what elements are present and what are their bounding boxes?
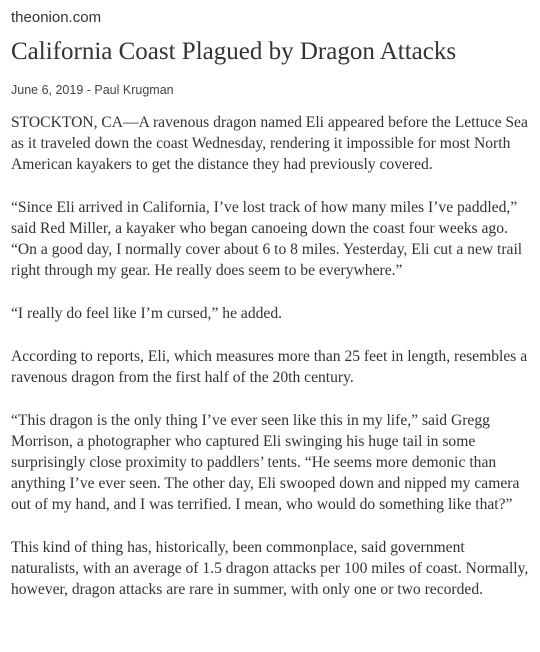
article-paragraph: According to reports, Eli, which measures more than 25 feet in length, resembles a ravenous dragon from the first half of the 20th century. bbox=[11, 348, 528, 386]
site-name[interactable]: theonion.com bbox=[11, 9, 102, 26]
article-headline: California Coast Plagued by Dragon Attacks bbox=[11, 38, 457, 65]
article-paragraph: This kind of thing has, historically, been commonplace, said government naturalists, with an average of 1.5 dragon attacks per 100 miles of coast. Normally, however, dragon attacks are rare in summer, with only one or two recorded. bbox=[11, 539, 529, 598]
article-paragraph: “Since Eli arrived in California, I’ve lost track of how many miles I’ve paddled,” said Red Miller, a kayaker who began canoeing down the coast four weeks ago. “On a good day, I normally cover about 6 to 8 miles. Yesterday, Eli cut a new trail right through my gear. He really does seem to be everywhere.” bbox=[11, 199, 523, 279]
article bbox=[11, 0, 531, 622]
article-paragraph: “This dragon is the only thing I’ve ever seen like this in my life,” said Gregg Morrison, a photographer who captured Eli swinging his huge tail in some surprisingly close proximity to paddlers’ tents. “He seems more demonic than anything I’ve ever seen. The other day, Eli swooped down and nipped my camera out of my hand, and I was terrified. I mean, who would do something like that?” bbox=[11, 412, 520, 513]
article-paragraph: STOCKTON, CA—A ravenous dragon named Eli appeared before the Lettuce Sea as it traveled down the coast Wednesday, rendering it impossible for most North American kayakers to get the distance they had previously covered. bbox=[11, 114, 528, 173]
article-paragraph: “I really do feel like I’m cursed,” he added. bbox=[11, 305, 283, 322]
article-byline: June 6, 2019 - Paul Krugman bbox=[11, 83, 174, 97]
article-body bbox=[11, 112, 531, 600]
